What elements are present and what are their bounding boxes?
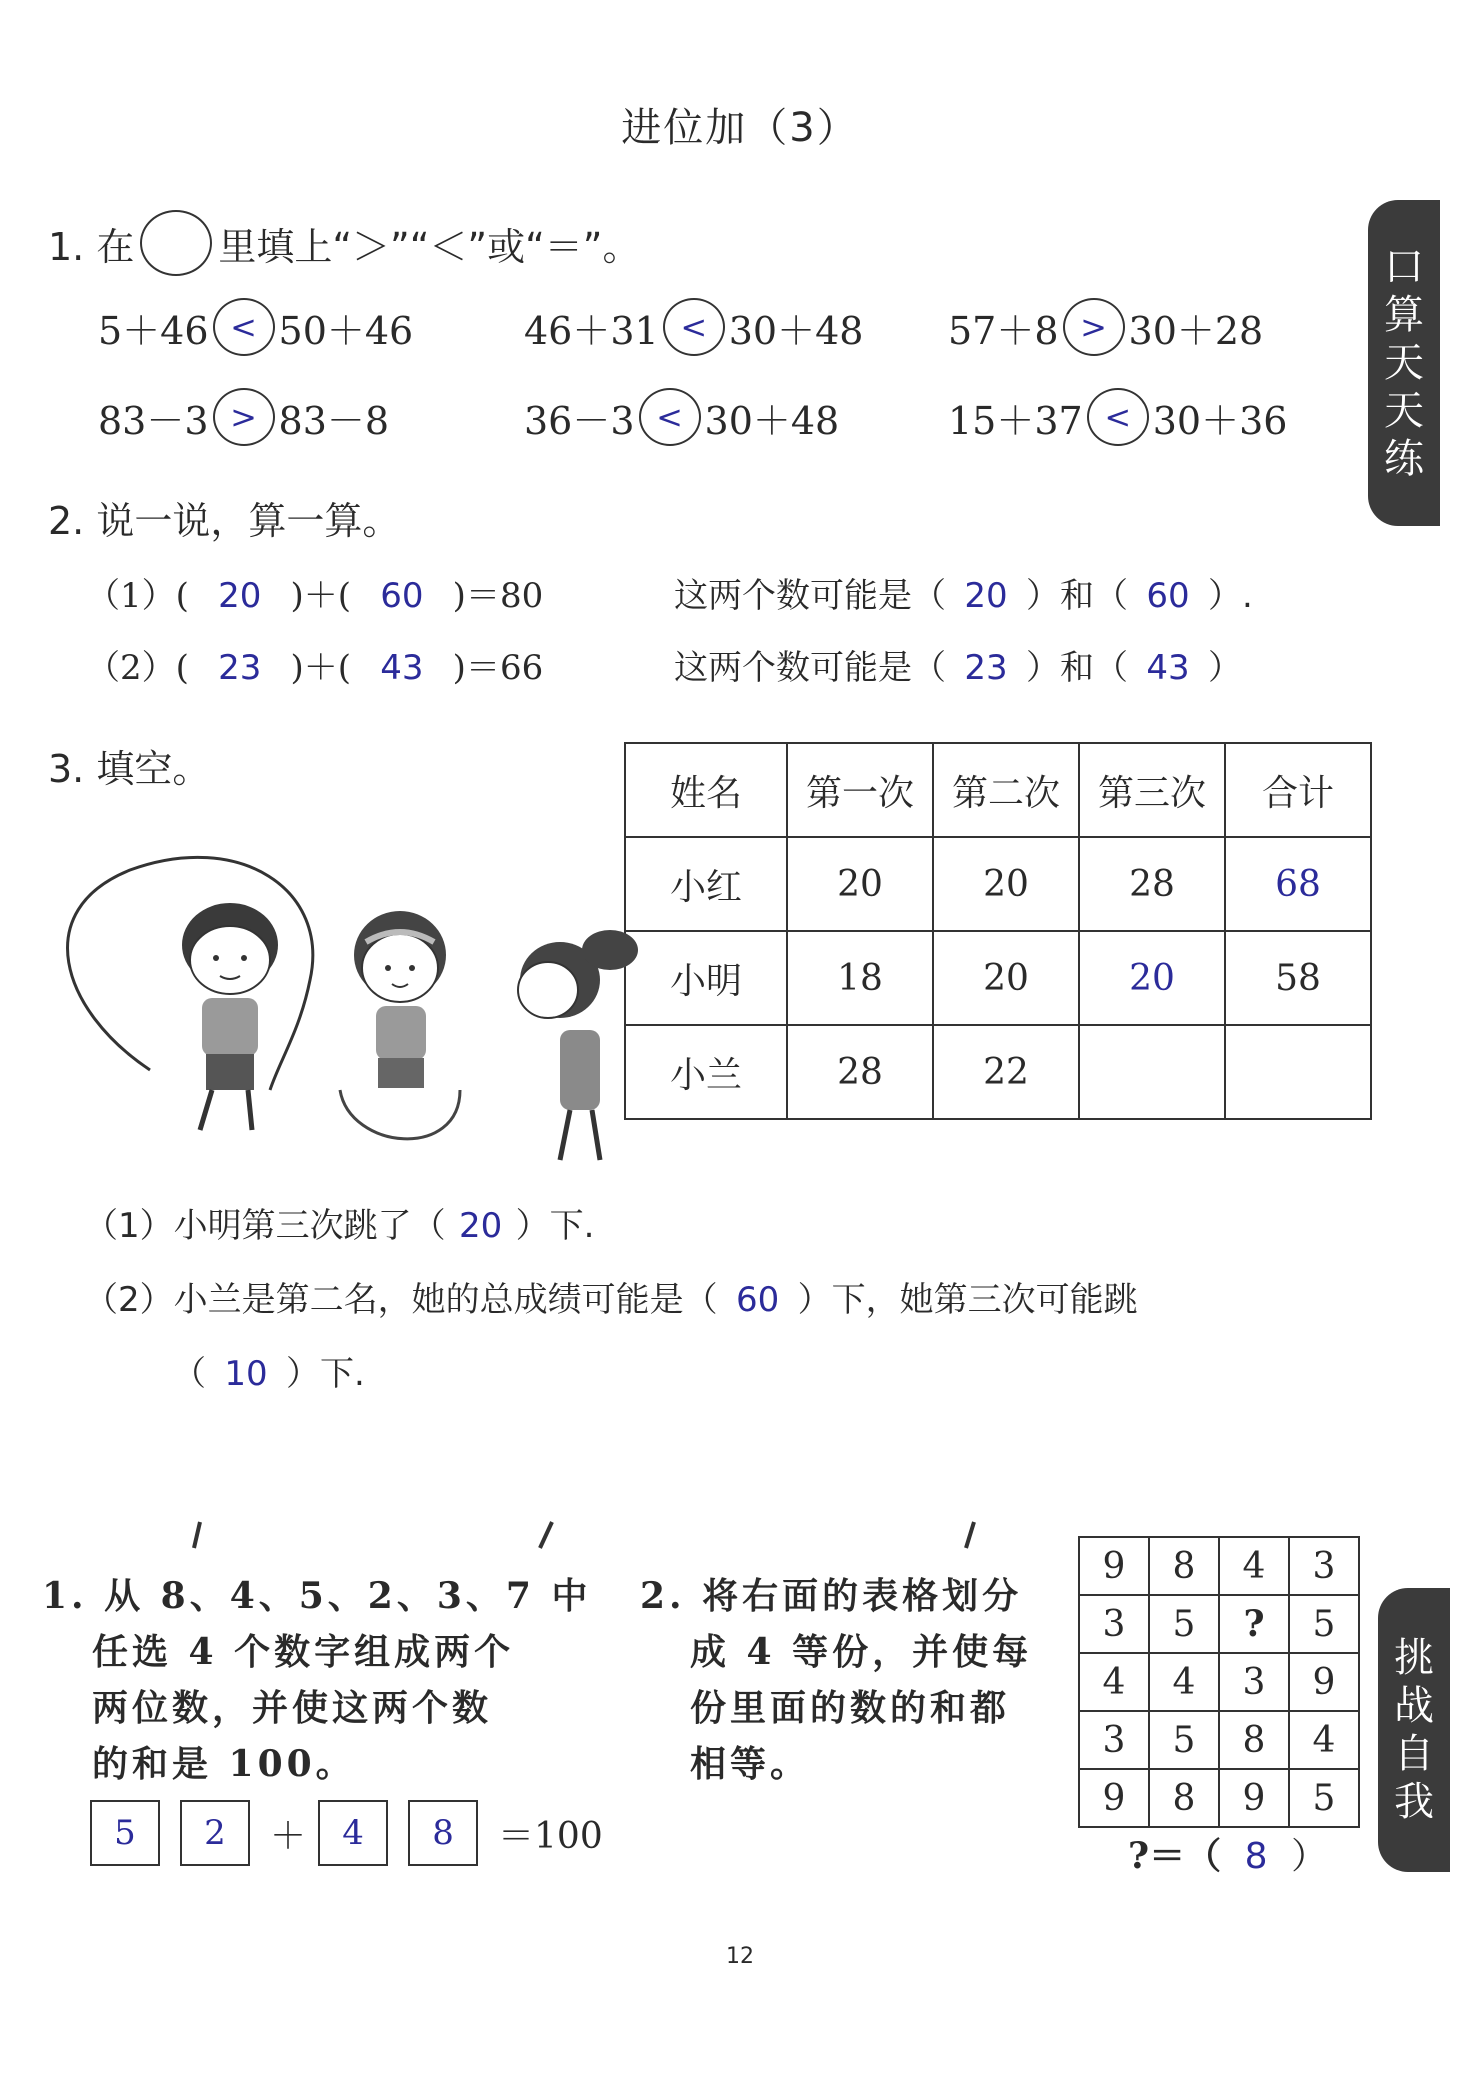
- compare-circle: <: [663, 298, 725, 356]
- challenge1-answer: [90, 1800, 603, 1866]
- example-circle: [140, 210, 212, 276]
- compare-circle: <: [213, 298, 275, 356]
- table-header: 第三次: [1079, 743, 1225, 837]
- score-table: [624, 742, 1372, 1120]
- table-cell: 小兰: [625, 1025, 787, 1119]
- side-tab-char: 算: [1384, 292, 1424, 338]
- compare-item: 83－3 > 83－8: [98, 388, 389, 446]
- answer: 60: [380, 576, 424, 616]
- jump-rope-illustration: [40, 830, 640, 1190]
- table-cell: 20: [933, 931, 1079, 1025]
- answer: 10: [224, 1354, 268, 1394]
- compare-circle: >: [1063, 298, 1125, 356]
- table-row: [625, 931, 1371, 1025]
- challenge2-text: 2. 将右面的表格划分 成 4 等份，并使每 份里面的数的和都 相等。: [640, 1575, 1033, 1785]
- table-cell: [1225, 1025, 1371, 1119]
- grid-row: 4 4 3 9: [1079, 1653, 1359, 1711]
- table-header: 姓名: [625, 743, 787, 837]
- challenge2-answer: ?＝（ 8 ）: [1128, 1835, 1328, 1877]
- plus-sign: ＋: [270, 1815, 307, 1857]
- side-tab-char: 战: [1394, 1683, 1434, 1729]
- table-header: 第二次: [933, 743, 1079, 837]
- digit-box: 4: [318, 1800, 388, 1866]
- table-cell-answer: 68: [1225, 837, 1371, 931]
- side-tab-char: 挑: [1394, 1635, 1434, 1681]
- page-number: 12: [726, 1944, 754, 1969]
- table-header: 第一次: [787, 743, 933, 837]
- q2-prompt: 2. 说一说，算一算。: [48, 499, 401, 543]
- table-cell: 20: [787, 837, 933, 931]
- table-cell: 18: [787, 931, 933, 1025]
- table-row: [625, 1025, 1371, 1119]
- answer: 43: [380, 648, 424, 688]
- q3-sub1: （1）小明第三次跳了（ 20 ）下.: [84, 1206, 595, 1246]
- compare-item: 15＋37 < 30＋36: [948, 388, 1287, 446]
- side-tab-char: 天: [1384, 388, 1424, 434]
- table-row: [625, 837, 1371, 931]
- table-cell: 28: [787, 1025, 933, 1119]
- q1-prompt: 1. 在 里填上“＞”“＜”或“＝”。: [48, 210, 640, 276]
- equation-result: ＝100: [498, 1815, 603, 1857]
- side-tab-char: 口: [1384, 244, 1424, 290]
- side-tab-char: 练: [1384, 436, 1424, 482]
- decorative-marks: [180, 1518, 980, 1558]
- q3-prompt: 3. 填空。: [48, 747, 211, 791]
- grid-row: 3 5 8 4: [1079, 1711, 1359, 1769]
- q2-row-text: 这两个数可能是（ 20 ）和（ 60 ）.: [674, 576, 1253, 616]
- table-cell: 22: [933, 1025, 1079, 1119]
- compare-item: 5＋46 < 50＋46: [98, 298, 413, 356]
- table-cell: 58: [1225, 931, 1371, 1025]
- side-tab-char: 天: [1384, 340, 1424, 386]
- table-cell: [1079, 1025, 1225, 1119]
- q2-row: （2）( 23 )＋( 43 )＝66: [86, 648, 544, 688]
- table-cell: 小红: [625, 837, 787, 931]
- digit-box: 5: [90, 1800, 160, 1866]
- digit-box: 2: [180, 1800, 250, 1866]
- compare-circle: >: [213, 388, 275, 446]
- answer: 23: [218, 648, 262, 688]
- answer: 20: [964, 576, 1008, 616]
- table-cell: 小明: [625, 931, 787, 1025]
- compare-item: 46＋31 < 30＋48: [524, 298, 863, 356]
- side-tab-challenge: [1378, 1588, 1450, 1872]
- answer: 60: [1146, 576, 1190, 616]
- digit-box: 8: [408, 1800, 478, 1866]
- table-header-row: [625, 743, 1371, 837]
- answer: 8: [1244, 1836, 1268, 1877]
- grid-row: 9 8 4 3: [1079, 1537, 1359, 1595]
- side-tab-char: 自: [1394, 1731, 1434, 1777]
- table-cell: 28: [1079, 837, 1225, 931]
- grid-row: 3 5 ? 5: [1079, 1595, 1359, 1653]
- answer: 43: [1146, 648, 1190, 688]
- q2-row: （1）( 20 )＋( 60 )＝80: [86, 576, 544, 616]
- answer: 60: [736, 1280, 780, 1320]
- challenge1-text: 1. 从 8、4、5、2、3、7 中 任选 4 个数字组成两个 两位数，并使这两个数 的和是 100。: [42, 1575, 592, 1785]
- page-title: 进位加（3）: [621, 105, 859, 151]
- number-grid: [1078, 1536, 1360, 1828]
- answer: 20: [218, 576, 262, 616]
- compare-circle: <: [639, 388, 701, 446]
- side-tab-practice: [1368, 200, 1440, 526]
- q2-row-text: 这两个数可能是（ 23 ）和（ 43 ）: [674, 648, 1242, 688]
- grid-row: 9 8 9 5: [1079, 1769, 1359, 1827]
- answer: 20: [459, 1206, 503, 1246]
- side-tab-char: 我: [1394, 1779, 1434, 1825]
- q3-sub2: （2）小兰是第二名，她的总成绩可能是（ 60 ）下，她第三次可能跳: [84, 1280, 1138, 1320]
- compare-item: 36－3 < 30＋48: [524, 388, 839, 446]
- table-header: 合计: [1225, 743, 1371, 837]
- compare-item: 57＋8 > 30＋28: [948, 298, 1263, 356]
- compare-circle: <: [1087, 388, 1149, 446]
- q3-sub2-cont: （ 10 ）下.: [172, 1354, 365, 1394]
- table-cell: 20: [933, 837, 1079, 931]
- answer: 23: [964, 648, 1008, 688]
- table-cell-answer: 20: [1079, 931, 1225, 1025]
